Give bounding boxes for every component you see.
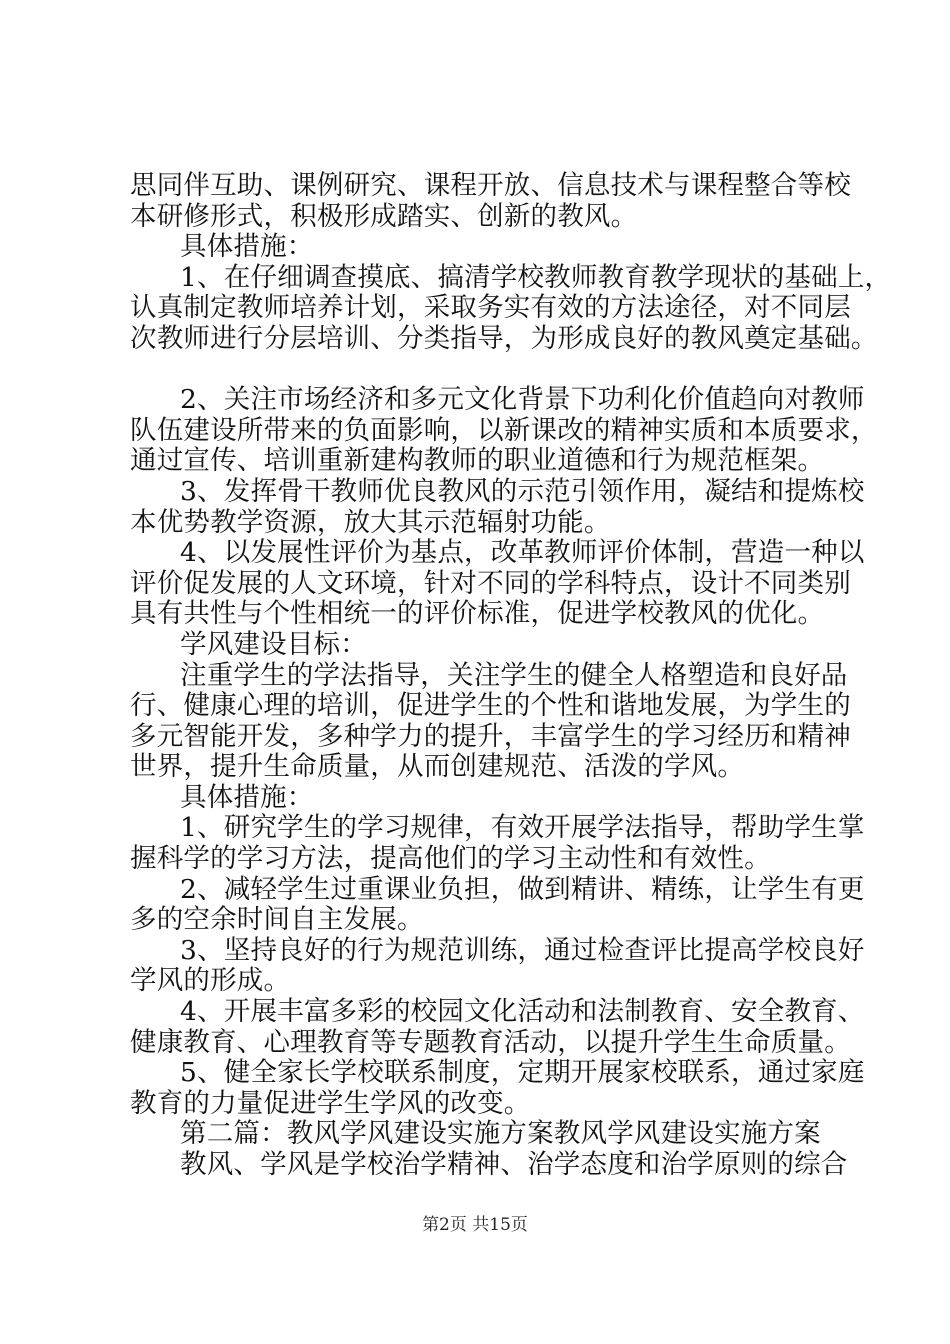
text-line: 注重学生的学法指导，关注学生的健全人格塑造和良好品 [180,659,848,691]
text-line: 学风的形成。 [130,965,291,997]
text-line: 1、研究学生的学习规律，有效开展学法指导，帮助学生掌 [180,812,865,844]
text-line: 4、开展丰富多彩的校园文化活动和法制教育、安全教育、 [180,996,865,1028]
section-heading: 具体措施： [180,231,314,263]
text-line: 思同伴互助、课例研究、课程开放、信息技术与课程整合等校 [130,170,851,201]
section-heading: 具体措施： [180,781,314,813]
text-line: 世界，提升生命质量，从而创建规范、活泼的学风。 [130,751,745,783]
text-line: 通过宣传、培训重新建构教师的职业道德和行为规范框架。 [130,445,825,477]
text-line: 具有共性与个性相统一的评价标准，促进学校教风的优化。 [130,598,825,630]
text-line: 认真制定教师培养计划，采取务实有效的方法途径，对不同层 [130,292,851,324]
text-line: 4、以发展性评价为基点，改革教师评价体制，营造一种以 [180,537,865,569]
text-line: 队伍建设所带来的负面影响，以新课改的精神实质和本质要求， [130,414,878,446]
chapter-heading: 第二篇：教风学风建设实施方案教风学风建设实施方案 [180,1118,821,1150]
section-heading: 学风建设目标： [180,628,367,660]
text-line: 评价促发展的人文环境，针对不同的学科特点，设计不同类别 [130,567,851,599]
text-line: 多的空余时间自主发展。 [130,904,424,936]
text-line: 健康教育、心理教育等专题教育活动，以提升学生生命质量。 [130,1026,851,1058]
text-line: 本研修形式，积极形成踏实、创新的教风。 [130,200,638,232]
text-line: 行、健康心理的培训，促进学生的个性和谐地发展，为学生的 [130,690,851,722]
text-line: 2、减轻学生过重课业负担，做到精讲、精练，让学生有更 [180,873,865,905]
page-number-footer: 第2页 共15页 [422,1215,528,1235]
text-line: 教育的力量促进学生学风的改变。 [130,1087,531,1119]
text-line: 本优势教学资源，放大其示范辐射功能。 [130,506,611,538]
text-line: 握科学的学习方法，提高他们的学习主动性和有效性。 [130,843,771,875]
text-line: 次教师进行分层培训、分类指导，为形成良好的教风奠定基础。 [130,322,878,354]
text-line: 教风、学风是学校治学精神、治学态度和治学原则的综合 [180,1149,848,1180]
text-line: 3、发挥骨干教师优良教风的示范引领作用，凝结和提炼校 [180,475,865,507]
text-line: 3、坚持良好的行为规范训练，通过检查评比提高学校良好 [180,934,865,966]
document-body [130,170,892,1181]
text-line: 1、在仔细调查摸底、搞清学校教师教育教学现状的基础上， [180,261,892,293]
blank-line [130,355,835,386]
text-line: 2、关注市场经济和多元文化背景下功利化价值趋向对教师 [180,384,865,416]
text-line: 5、健全家长学校联系制度，定期开展家校联系，通过家庭 [180,1057,865,1089]
text-line: 多元智能开发，多种学力的提升，丰富学生的学习经历和精神 [130,720,851,752]
